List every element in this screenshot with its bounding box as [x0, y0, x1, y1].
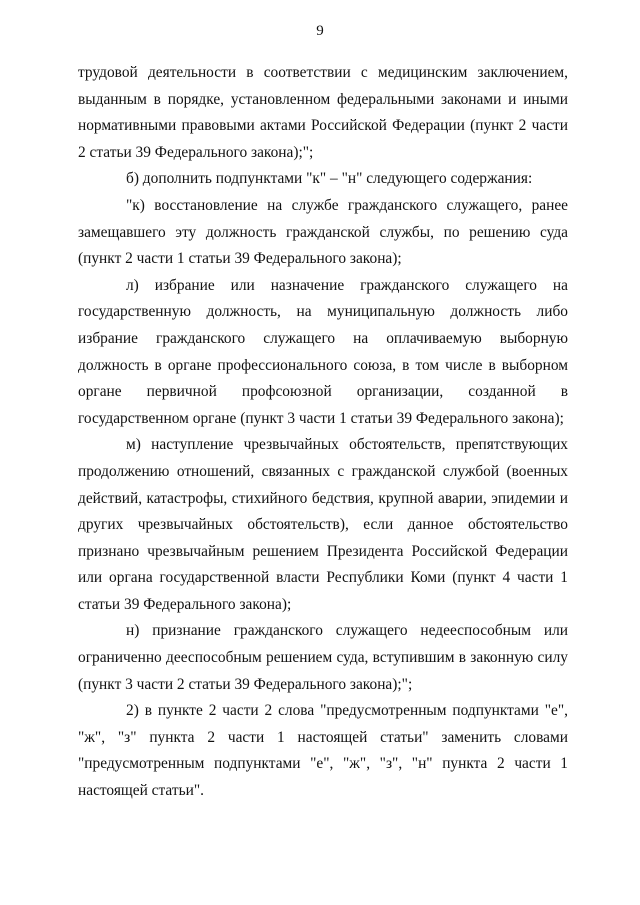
- page-number: 9: [316, 23, 324, 39]
- paragraph-continuation: трудовой деятельности в соответствии с медицинским заключением, выданным в порядке, установленном федеральными законами и иными нормативными правовыми актами Российской Федерации (пункт 2 части 2 статьи 39 Федерального закона);";: [78, 64, 568, 161]
- paragraph-subitem-m: м) наступление чрезвычайных обстоятельств, препятствующих продолжению отношений, связанных с гражданской службой (военных действий, катастрофы, стихийного бедствия, крупной аварии, эпидемии и других чрезвычайных обстоятельств), если данное обстоятельство признано чрезвычайным решением Президента Российской Федерации или органа государственной власти Республики Коми (пункт 4 части 1 статьи 39 Федерального закона);: [78, 436, 568, 613]
- document-body: [78, 60, 568, 805]
- paragraph-subitem-l: л) избрание или назначение гражданского служащего на государственную должность, на муниципальную должность либо избрание гражданского служащего на оплачиваемую выборную должность в органе профессионального союза, в том числе в выборном органе первичной профсоюзной организации, созданной в государственном органе (пункт 3 части 1 статьи 39 Федерального закона);: [78, 276, 568, 427]
- paragraph-subitem-n: н) признание гражданского служащего недееспособным или ограниченно дееспособным решением суда, вступившим в законную силу (пункт 3 части 2 статьи 39 Федерального закона);";: [78, 622, 568, 693]
- paragraph-amendment-b: б) дополнить подпунктами "к" – "н" следующего содержания:: [126, 170, 533, 188]
- paragraph-subitem-k: "к) восстановление на службе гражданского служащего, ранее замещавшего эту должность гражданской службы, по решению суда (пункт 2 части 1 статьи 39 Федерального закона);: [78, 196, 568, 268]
- paragraph-item-2: 2) в пункте 2 части 2 слова "предусмотренным подпунктами "е", "ж", "з" пункта 2 части 1 настоящей статьи" заменить словами "предусмотренным подпунктами "е", "ж", "з", "н" пункта 2 части 1 настоящей статьи".: [78, 702, 568, 800]
